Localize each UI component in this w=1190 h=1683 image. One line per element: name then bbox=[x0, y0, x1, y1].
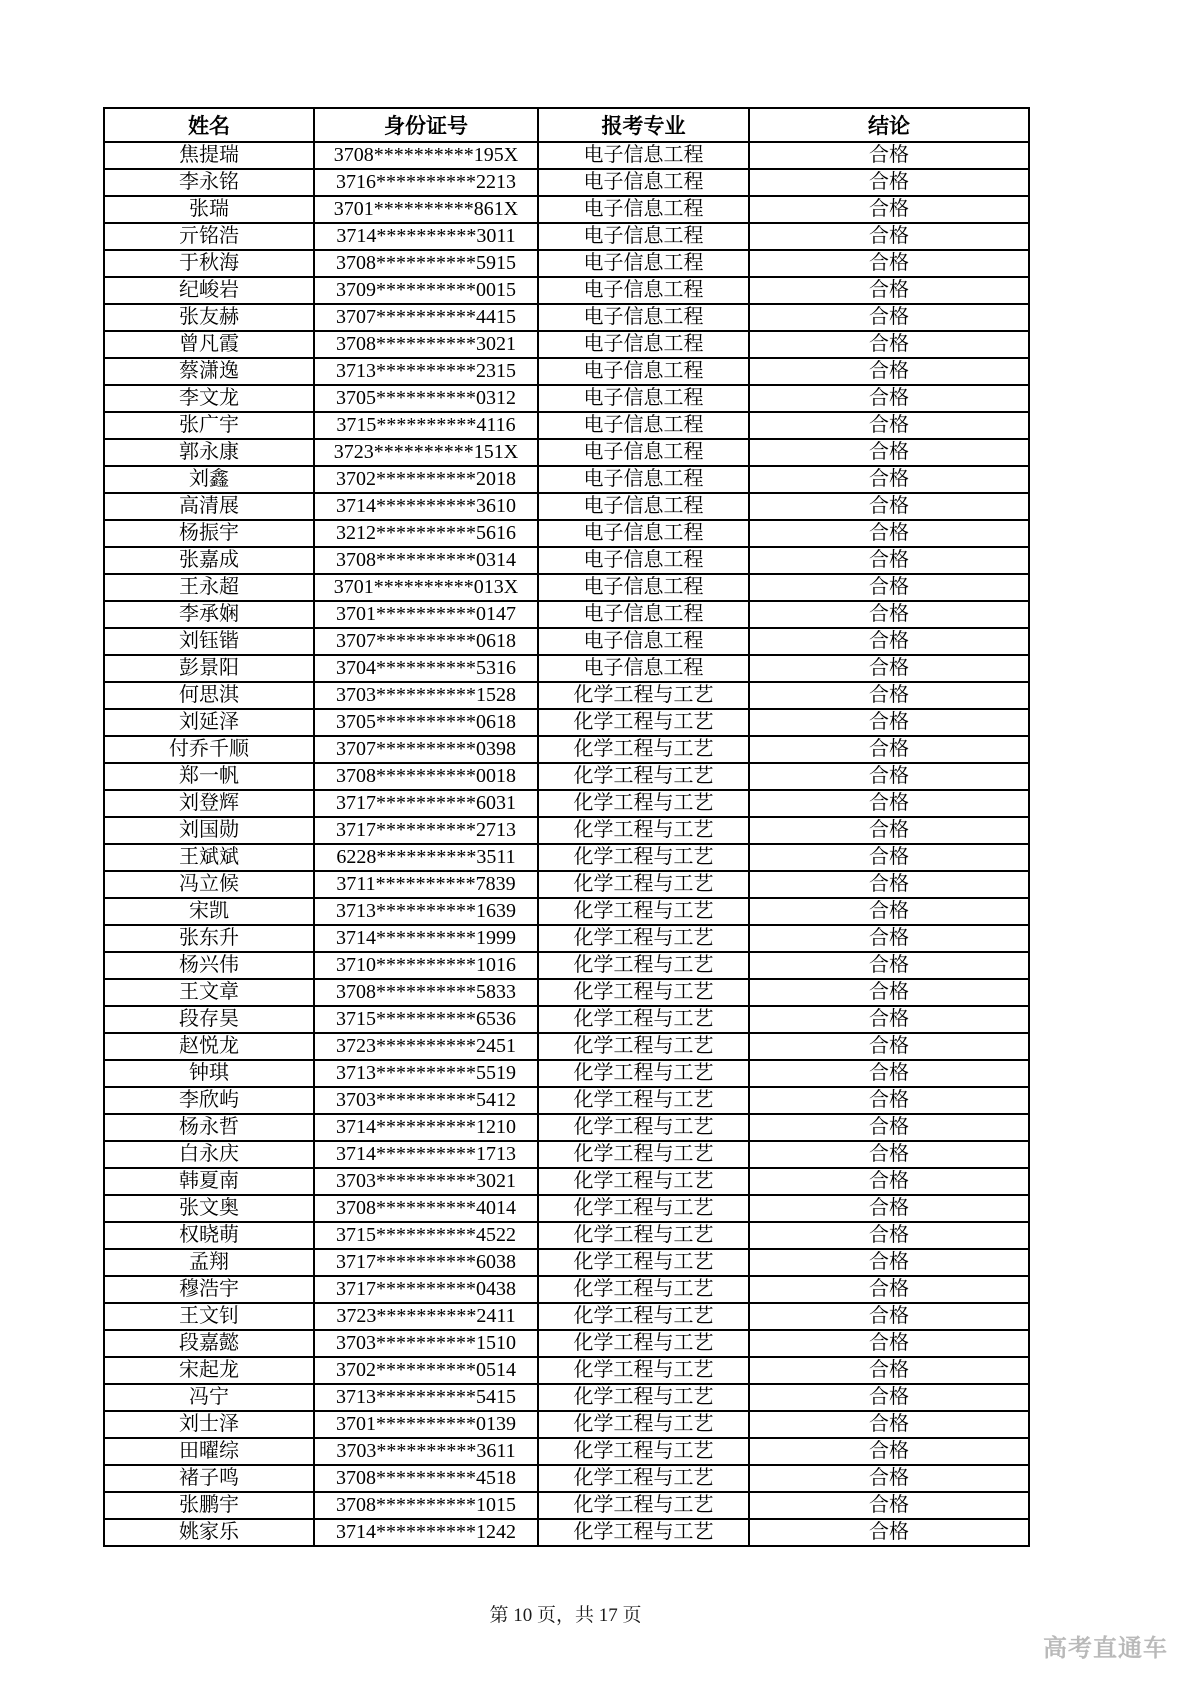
cell-major: 化学工程与工艺 bbox=[538, 898, 749, 925]
table-row bbox=[104, 1006, 1029, 1033]
cell-id-number: 3702**********2018 bbox=[314, 466, 538, 493]
table-row bbox=[104, 1141, 1029, 1168]
table-row bbox=[104, 358, 1029, 385]
table-row bbox=[104, 979, 1029, 1006]
cell-result: 合格 bbox=[749, 1492, 1029, 1519]
cell-result: 合格 bbox=[749, 358, 1029, 385]
cell-major: 电子信息工程 bbox=[538, 628, 749, 655]
cell-result: 合格 bbox=[749, 1033, 1029, 1060]
cell-result: 合格 bbox=[749, 223, 1029, 250]
cell-name: 张鹏宇 bbox=[104, 1492, 314, 1519]
cell-result: 合格 bbox=[749, 1141, 1029, 1168]
cell-name: 焦提瑞 bbox=[104, 142, 314, 169]
cell-major: 电子信息工程 bbox=[538, 466, 749, 493]
table-row bbox=[104, 1249, 1029, 1276]
cell-name: 赵悦龙 bbox=[104, 1033, 314, 1060]
cell-result: 合格 bbox=[749, 1330, 1029, 1357]
table-row bbox=[104, 844, 1029, 871]
cell-major: 电子信息工程 bbox=[538, 655, 749, 682]
cell-result: 合格 bbox=[749, 925, 1029, 952]
cell-name: 李承娴 bbox=[104, 601, 314, 628]
cell-result: 合格 bbox=[749, 412, 1029, 439]
cell-name: 于秋海 bbox=[104, 250, 314, 277]
table-row bbox=[104, 1438, 1029, 1465]
cell-id-number: 3212**********5616 bbox=[314, 520, 538, 547]
cell-name: 彭景阳 bbox=[104, 655, 314, 682]
table-row bbox=[104, 1357, 1029, 1384]
cell-major: 电子信息工程 bbox=[538, 385, 749, 412]
cell-name: 宋凯 bbox=[104, 898, 314, 925]
table-row bbox=[104, 1168, 1029, 1195]
table-header-row bbox=[104, 108, 1029, 142]
cell-id-number: 3703**********3021 bbox=[314, 1168, 538, 1195]
cell-major: 化学工程与工艺 bbox=[538, 1060, 749, 1087]
cell-id-number: 3714**********3011 bbox=[314, 223, 538, 250]
cell-id-number: 3703**********1510 bbox=[314, 1330, 538, 1357]
cell-major: 电子信息工程 bbox=[538, 574, 749, 601]
cell-result: 合格 bbox=[749, 1222, 1029, 1249]
cell-name: 刘士泽 bbox=[104, 1411, 314, 1438]
cell-major: 电子信息工程 bbox=[538, 250, 749, 277]
cell-id-number: 3714**********1713 bbox=[314, 1141, 538, 1168]
cell-major: 化学工程与工艺 bbox=[538, 1492, 749, 1519]
cell-name: 冯宁 bbox=[104, 1384, 314, 1411]
cell-major: 电子信息工程 bbox=[538, 331, 749, 358]
cell-id-number: 3710**********1016 bbox=[314, 952, 538, 979]
cell-result: 合格 bbox=[749, 790, 1029, 817]
cell-id-number: 3723**********2411 bbox=[314, 1303, 538, 1330]
cell-id-number: 3715**********4116 bbox=[314, 412, 538, 439]
table-row bbox=[104, 520, 1029, 547]
cell-name: 王斌斌 bbox=[104, 844, 314, 871]
cell-result: 合格 bbox=[749, 250, 1029, 277]
cell-major: 化学工程与工艺 bbox=[538, 1006, 749, 1033]
cell-name: 白永庆 bbox=[104, 1141, 314, 1168]
cell-major: 电子信息工程 bbox=[538, 223, 749, 250]
cell-major: 化学工程与工艺 bbox=[538, 925, 749, 952]
cell-result: 合格 bbox=[749, 1276, 1029, 1303]
cell-id-number: 3707**********0398 bbox=[314, 736, 538, 763]
cell-result: 合格 bbox=[749, 493, 1029, 520]
cell-major: 化学工程与工艺 bbox=[538, 1249, 749, 1276]
cell-result: 合格 bbox=[749, 385, 1029, 412]
cell-id-number: 3717**********6038 bbox=[314, 1249, 538, 1276]
qualification-table bbox=[103, 107, 1030, 1547]
table-row bbox=[104, 1465, 1029, 1492]
cell-id-number: 3723**********2451 bbox=[314, 1033, 538, 1060]
cell-result: 合格 bbox=[749, 979, 1029, 1006]
table-row bbox=[104, 196, 1029, 223]
cell-major: 电子信息工程 bbox=[538, 277, 749, 304]
cell-result: 合格 bbox=[749, 952, 1029, 979]
cell-result: 合格 bbox=[749, 1006, 1029, 1033]
cell-id-number: 3715**********4522 bbox=[314, 1222, 538, 1249]
cell-name: 何思淇 bbox=[104, 682, 314, 709]
cell-major: 化学工程与工艺 bbox=[538, 1276, 749, 1303]
cell-id-number: 3714**********1999 bbox=[314, 925, 538, 952]
cell-result: 合格 bbox=[749, 439, 1029, 466]
cell-result: 合格 bbox=[749, 169, 1029, 196]
cell-result: 合格 bbox=[749, 709, 1029, 736]
cell-name: 张友赫 bbox=[104, 304, 314, 331]
cell-major: 化学工程与工艺 bbox=[538, 790, 749, 817]
cell-result: 合格 bbox=[749, 871, 1029, 898]
cell-name: 刘国勋 bbox=[104, 817, 314, 844]
cell-name: 张瑞 bbox=[104, 196, 314, 223]
cell-name: 杨永哲 bbox=[104, 1114, 314, 1141]
cell-name: 冯立候 bbox=[104, 871, 314, 898]
cell-id-number: 3708**********195X bbox=[314, 142, 538, 169]
table-row bbox=[104, 1060, 1029, 1087]
cell-id-number: 3713**********2315 bbox=[314, 358, 538, 385]
table-row bbox=[104, 952, 1029, 979]
watermark: 高考直通车 bbox=[1043, 1635, 1168, 1662]
cell-major: 电子信息工程 bbox=[538, 520, 749, 547]
cell-major: 化学工程与工艺 bbox=[538, 1087, 749, 1114]
cell-result: 合格 bbox=[749, 466, 1029, 493]
cell-id-number: 3704**********5316 bbox=[314, 655, 538, 682]
table-row bbox=[104, 1087, 1029, 1114]
cell-result: 合格 bbox=[749, 142, 1029, 169]
cell-id-number: 3708**********5915 bbox=[314, 250, 538, 277]
table-row bbox=[104, 466, 1029, 493]
cell-major: 电子信息工程 bbox=[538, 358, 749, 385]
cell-major: 化学工程与工艺 bbox=[538, 1033, 749, 1060]
cell-id-number: 3705**********0312 bbox=[314, 385, 538, 412]
cell-name: 王永超 bbox=[104, 574, 314, 601]
table-row bbox=[104, 412, 1029, 439]
cell-name: 张东升 bbox=[104, 925, 314, 952]
cell-major: 化学工程与工艺 bbox=[538, 952, 749, 979]
table-row bbox=[104, 817, 1029, 844]
cell-major: 化学工程与工艺 bbox=[538, 1141, 749, 1168]
cell-name: 姚家乐 bbox=[104, 1519, 314, 1546]
cell-major: 化学工程与工艺 bbox=[538, 1438, 749, 1465]
cell-name: 孟翔 bbox=[104, 1249, 314, 1276]
cell-name: 韩夏南 bbox=[104, 1168, 314, 1195]
cell-name: 刘登辉 bbox=[104, 790, 314, 817]
table-row bbox=[104, 682, 1029, 709]
table-row bbox=[104, 277, 1029, 304]
cell-result: 合格 bbox=[749, 655, 1029, 682]
cell-result: 合格 bbox=[749, 1087, 1029, 1114]
cell-name: 王文章 bbox=[104, 979, 314, 1006]
cell-result: 合格 bbox=[749, 1303, 1029, 1330]
cell-name: 付乔千顺 bbox=[104, 736, 314, 763]
cell-id-number: 3705**********0618 bbox=[314, 709, 538, 736]
table-row bbox=[104, 1033, 1029, 1060]
cell-result: 合格 bbox=[749, 520, 1029, 547]
table-row bbox=[104, 1114, 1029, 1141]
table-row bbox=[104, 439, 1029, 466]
table-row bbox=[104, 331, 1029, 358]
cell-result: 合格 bbox=[749, 1168, 1029, 1195]
cell-id-number: 3716**********2213 bbox=[314, 169, 538, 196]
cell-major: 化学工程与工艺 bbox=[538, 1465, 749, 1492]
cell-id-number: 3723**********151X bbox=[314, 439, 538, 466]
cell-major: 电子信息工程 bbox=[538, 601, 749, 628]
cell-id-number: 3717**********2713 bbox=[314, 817, 538, 844]
table-row bbox=[104, 250, 1029, 277]
cell-major: 化学工程与工艺 bbox=[538, 1330, 749, 1357]
cell-id-number: 3708**********0018 bbox=[314, 763, 538, 790]
table-row bbox=[104, 655, 1029, 682]
cell-name: 刘延泽 bbox=[104, 709, 314, 736]
cell-id-number: 3707**********4415 bbox=[314, 304, 538, 331]
cell-major: 电子信息工程 bbox=[538, 412, 749, 439]
page-number: 第 10 页，共 17 页 bbox=[489, 1605, 642, 1626]
cell-major: 电子信息工程 bbox=[538, 304, 749, 331]
cell-major: 化学工程与工艺 bbox=[538, 1384, 749, 1411]
cell-major: 化学工程与工艺 bbox=[538, 1357, 749, 1384]
table-row bbox=[104, 1492, 1029, 1519]
cell-name: 杨兴伟 bbox=[104, 952, 314, 979]
header-major: 报考专业 bbox=[538, 108, 749, 142]
table-row bbox=[104, 304, 1029, 331]
cell-result: 合格 bbox=[749, 736, 1029, 763]
cell-id-number: 3715**********6536 bbox=[314, 1006, 538, 1033]
cell-id-number: 3717**********0438 bbox=[314, 1276, 538, 1303]
cell-result: 合格 bbox=[749, 682, 1029, 709]
cell-id-number: 3711**********7839 bbox=[314, 871, 538, 898]
cell-name: 李欣屿 bbox=[104, 1087, 314, 1114]
table-body bbox=[104, 142, 1029, 1546]
cell-major: 电子信息工程 bbox=[538, 142, 749, 169]
cell-name: 王文钊 bbox=[104, 1303, 314, 1330]
cell-id-number: 3714**********3610 bbox=[314, 493, 538, 520]
cell-result: 合格 bbox=[749, 304, 1029, 331]
cell-name: 刘鑫 bbox=[104, 466, 314, 493]
cell-id-number: 3702**********0514 bbox=[314, 1357, 538, 1384]
cell-major: 化学工程与工艺 bbox=[538, 1222, 749, 1249]
table-row bbox=[104, 574, 1029, 601]
table-row bbox=[104, 736, 1029, 763]
cell-name: 李永铭 bbox=[104, 169, 314, 196]
cell-id-number: 3703**********5412 bbox=[314, 1087, 538, 1114]
table-row bbox=[104, 871, 1029, 898]
cell-name: 高清展 bbox=[104, 493, 314, 520]
cell-name: 郭永康 bbox=[104, 439, 314, 466]
table-row bbox=[104, 898, 1029, 925]
cell-major: 化学工程与工艺 bbox=[538, 1195, 749, 1222]
cell-major: 电子信息工程 bbox=[538, 547, 749, 574]
cell-major: 化学工程与工艺 bbox=[538, 871, 749, 898]
cell-major: 化学工程与工艺 bbox=[538, 736, 749, 763]
cell-id-number: 3714**********1242 bbox=[314, 1519, 538, 1546]
cell-result: 合格 bbox=[749, 1519, 1029, 1546]
cell-result: 合格 bbox=[749, 1249, 1029, 1276]
cell-name: 郑一帆 bbox=[104, 763, 314, 790]
cell-id-number: 3701**********013X bbox=[314, 574, 538, 601]
table-row bbox=[104, 628, 1029, 655]
cell-result: 合格 bbox=[749, 1114, 1029, 1141]
cell-id-number: 3713**********1639 bbox=[314, 898, 538, 925]
cell-name: 段存昊 bbox=[104, 1006, 314, 1033]
cell-result: 合格 bbox=[749, 763, 1029, 790]
cell-name: 亓铭浩 bbox=[104, 223, 314, 250]
cell-major: 化学工程与工艺 bbox=[538, 1303, 749, 1330]
cell-id-number: 3703**********1528 bbox=[314, 682, 538, 709]
cell-major: 化学工程与工艺 bbox=[538, 979, 749, 1006]
table-row bbox=[104, 547, 1029, 574]
cell-result: 合格 bbox=[749, 547, 1029, 574]
cell-name: 田曜综 bbox=[104, 1438, 314, 1465]
cell-result: 合格 bbox=[749, 196, 1029, 223]
table-row bbox=[104, 601, 1029, 628]
cell-id-number: 3703**********3611 bbox=[314, 1438, 538, 1465]
table-row bbox=[104, 790, 1029, 817]
header-name: 姓名 bbox=[104, 108, 314, 142]
cell-result: 合格 bbox=[749, 331, 1029, 358]
table-row bbox=[104, 1384, 1029, 1411]
cell-name: 张文奥 bbox=[104, 1195, 314, 1222]
cell-name: 钟琪 bbox=[104, 1060, 314, 1087]
cell-id-number: 3717**********6031 bbox=[314, 790, 538, 817]
table-row bbox=[104, 1195, 1029, 1222]
cell-name: 褚子鸣 bbox=[104, 1465, 314, 1492]
cell-major: 化学工程与工艺 bbox=[538, 817, 749, 844]
cell-result: 合格 bbox=[749, 1438, 1029, 1465]
cell-major: 化学工程与工艺 bbox=[538, 1519, 749, 1546]
table-header bbox=[104, 108, 1029, 142]
cell-name: 曾凡霞 bbox=[104, 331, 314, 358]
cell-name: 段嘉懿 bbox=[104, 1330, 314, 1357]
cell-result: 合格 bbox=[749, 1357, 1029, 1384]
cell-result: 合格 bbox=[749, 601, 1029, 628]
table-row bbox=[104, 223, 1029, 250]
table-row bbox=[104, 169, 1029, 196]
table-row bbox=[104, 1330, 1029, 1357]
cell-major: 化学工程与工艺 bbox=[538, 1411, 749, 1438]
table-row bbox=[104, 925, 1029, 952]
cell-id-number: 3709**********0015 bbox=[314, 277, 538, 304]
cell-result: 合格 bbox=[749, 574, 1029, 601]
cell-result: 合格 bbox=[749, 1411, 1029, 1438]
cell-major: 电子信息工程 bbox=[538, 196, 749, 223]
cell-result: 合格 bbox=[749, 844, 1029, 871]
cell-result: 合格 bbox=[749, 1465, 1029, 1492]
cell-result: 合格 bbox=[749, 817, 1029, 844]
cell-result: 合格 bbox=[749, 1384, 1029, 1411]
table-row bbox=[104, 385, 1029, 412]
cell-result: 合格 bbox=[749, 628, 1029, 655]
cell-name: 李文龙 bbox=[104, 385, 314, 412]
cell-id-number: 3708**********3021 bbox=[314, 331, 538, 358]
table-row bbox=[104, 1276, 1029, 1303]
cell-result: 合格 bbox=[749, 277, 1029, 304]
table-row bbox=[104, 1303, 1029, 1330]
cell-major: 电子信息工程 bbox=[538, 439, 749, 466]
cell-major: 化学工程与工艺 bbox=[538, 763, 749, 790]
cell-id-number: 6228**********3511 bbox=[314, 844, 538, 871]
cell-id-number: 3708**********0314 bbox=[314, 547, 538, 574]
header-id-number: 身份证号 bbox=[314, 108, 538, 142]
cell-id-number: 3707**********0618 bbox=[314, 628, 538, 655]
cell-id-number: 3713**********5415 bbox=[314, 1384, 538, 1411]
table-row bbox=[104, 1519, 1029, 1546]
cell-name: 刘钰锴 bbox=[104, 628, 314, 655]
cell-id-number: 3701**********0147 bbox=[314, 601, 538, 628]
table-row bbox=[104, 1222, 1029, 1249]
cell-name: 张嘉成 bbox=[104, 547, 314, 574]
cell-result: 合格 bbox=[749, 898, 1029, 925]
header-result: 结论 bbox=[749, 108, 1029, 142]
cell-major: 化学工程与工艺 bbox=[538, 1168, 749, 1195]
table-row bbox=[104, 493, 1029, 520]
cell-id-number: 3714**********1210 bbox=[314, 1114, 538, 1141]
cell-major: 化学工程与工艺 bbox=[538, 682, 749, 709]
cell-major: 化学工程与工艺 bbox=[538, 844, 749, 871]
cell-major: 化学工程与工艺 bbox=[538, 1114, 749, 1141]
cell-id-number: 3701**********861X bbox=[314, 196, 538, 223]
table-row bbox=[104, 763, 1029, 790]
cell-id-number: 3713**********5519 bbox=[314, 1060, 538, 1087]
cell-name: 蔡潇逸 bbox=[104, 358, 314, 385]
cell-name: 杨振宇 bbox=[104, 520, 314, 547]
cell-name: 穆浩宇 bbox=[104, 1276, 314, 1303]
cell-major: 化学工程与工艺 bbox=[538, 709, 749, 736]
cell-name: 权晓萌 bbox=[104, 1222, 314, 1249]
cell-name: 张广宇 bbox=[104, 412, 314, 439]
cell-id-number: 3708**********4014 bbox=[314, 1195, 538, 1222]
cell-id-number: 3701**********0139 bbox=[314, 1411, 538, 1438]
cell-result: 合格 bbox=[749, 1060, 1029, 1087]
cell-id-number: 3708**********5833 bbox=[314, 979, 538, 1006]
cell-name: 纪峻岩 bbox=[104, 277, 314, 304]
cell-id-number: 3708**********4518 bbox=[314, 1465, 538, 1492]
table-row bbox=[104, 1411, 1029, 1438]
cell-result: 合格 bbox=[749, 1195, 1029, 1222]
cell-major: 电子信息工程 bbox=[538, 169, 749, 196]
cell-major: 电子信息工程 bbox=[538, 493, 749, 520]
cell-name: 宋起龙 bbox=[104, 1357, 314, 1384]
cell-id-number: 3708**********1015 bbox=[314, 1492, 538, 1519]
table-row bbox=[104, 142, 1029, 169]
table-row bbox=[104, 709, 1029, 736]
